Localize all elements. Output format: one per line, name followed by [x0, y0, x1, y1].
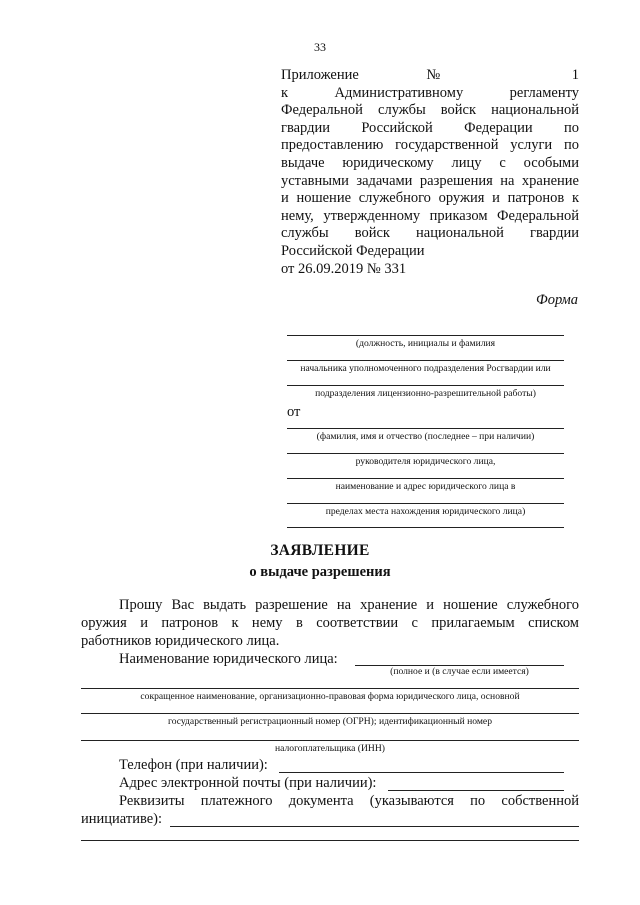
applicant-caption: пределах места нахождения юридического лица)	[325, 506, 526, 517]
payment-row	[81, 792, 579, 828]
org-details-input-line[interactable]	[81, 688, 579, 689]
applicant-input-line[interactable]	[287, 478, 564, 479]
org-details-caption: сокращенное наименование, организационно-правовая форма юридического лица, основной	[140, 691, 520, 702]
from-label: от	[287, 404, 301, 420]
request-line: оружия и патронов к нему в соответствии с прилагаемым списком	[81, 615, 579, 631]
org-name-caption: (полное и (в случае если имеется)	[390, 666, 529, 677]
applicant-input-line[interactable]	[287, 428, 564, 429]
payment-label: инициативе):	[81, 811, 163, 827]
applicant-input-line[interactable]	[287, 453, 564, 454]
appendix-line: службы войск национальной гвардии	[281, 225, 579, 242]
page-number: 33	[314, 40, 326, 54]
payment-input-line[interactable]	[81, 840, 579, 841]
appendix-line: Федеральной службы войск национальной	[281, 102, 579, 119]
appendix-line: от 26.09.2019 № 331	[281, 260, 407, 277]
request-line: Прошу Вас выдать разрешение на хранение и ношение служебного	[119, 597, 579, 613]
applicant-caption: руководителя юридического лица,	[355, 456, 496, 467]
addressee-caption: подразделения лицензионно-разрешительной работы)	[315, 388, 536, 399]
org-details-caption: налогоплательщика (ИНН)	[275, 743, 385, 754]
appendix-line: предоставлению государственной услуги по	[281, 137, 579, 154]
appendix-header	[281, 67, 579, 278]
appendix-line: Приложение № 1	[281, 67, 579, 83]
request-paragraph	[81, 596, 579, 650]
appendix-line: Российской Федерации	[281, 242, 425, 259]
email-input-line[interactable]	[388, 790, 564, 791]
appendix-line: нему, утвержденному приказом Федеральной	[281, 207, 579, 224]
applicant-input-line[interactable]	[287, 503, 564, 504]
appendix-line: выдаче юридическому лицу с особыми	[281, 154, 579, 171]
appendix-line: уставными задачами разрешения на хранение	[281, 172, 579, 189]
addressee-input-line[interactable]	[287, 335, 564, 336]
addressee-caption: (должность, инициалы и фамилия	[355, 338, 496, 349]
applicant-input-line[interactable]	[287, 527, 564, 528]
payment-label: Реквизиты платежного документа (указываются по собственной	[119, 793, 579, 809]
org-details-input-line[interactable]	[81, 713, 579, 714]
email-label: Адрес электронной почты (при наличии):	[119, 775, 377, 791]
appendix-line: к Административному регламенту	[281, 84, 579, 101]
org-name-label: Наименование юридического лица:	[119, 651, 338, 667]
phone-label: Телефон (при наличии):	[119, 757, 268, 773]
phone-input-line[interactable]	[279, 772, 564, 773]
request-line: работников юридического лица.	[81, 633, 280, 649]
addressee-input-line[interactable]	[287, 385, 564, 386]
applicant-caption: наименование и адрес юридического лица в	[335, 481, 516, 492]
document-title: ЗАЯВЛЕНИЕ	[270, 542, 370, 559]
applicant-caption: (фамилия, имя и отчество (последнее – при наличии)	[316, 431, 535, 442]
payment-input-line[interactable]	[170, 826, 579, 827]
appendix-line: и ношение служебного оружия и патронов к	[281, 190, 579, 207]
form-label: Форма	[536, 292, 578, 308]
org-details-input-line[interactable]	[81, 740, 579, 741]
document-subtitle: о выдаче разрешения	[249, 564, 391, 580]
appendix-line: гвардии Российской Федерации по	[281, 119, 579, 136]
addressee-input-line[interactable]	[287, 360, 564, 361]
addressee-caption: начальника уполномоченного подразделения Росгвардии или	[300, 363, 551, 374]
org-details-caption: государственный регистрационный номер (ОГРН); идентификационный номер	[168, 716, 492, 727]
